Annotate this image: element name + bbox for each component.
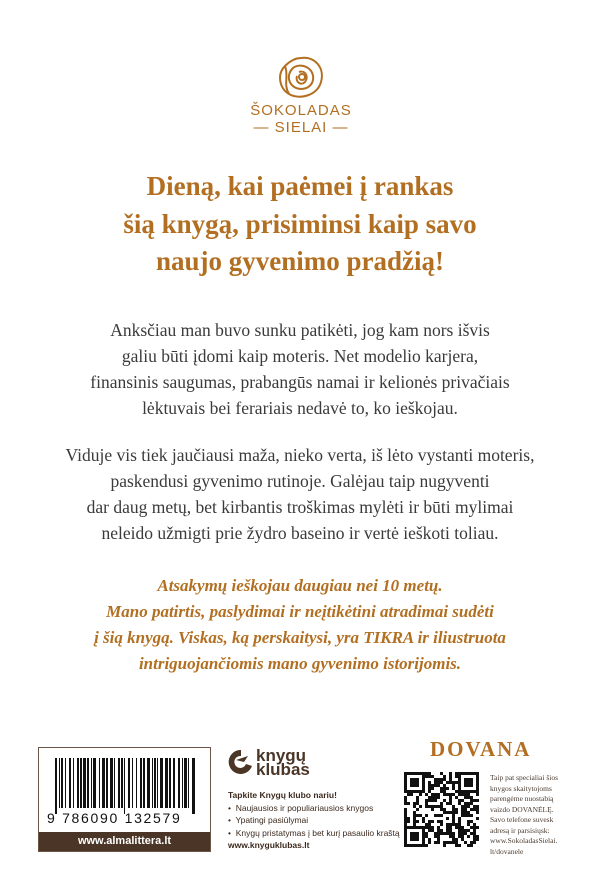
- headline: [0, 168, 600, 281]
- barcode-bar: [124, 758, 125, 814]
- text-line: www.SokoladasSielai.: [490, 836, 558, 845]
- qr-module: [458, 844, 461, 847]
- qr-module: [425, 844, 428, 847]
- qr-module: [470, 814, 473, 817]
- bullet-item: • Naujausios ir populiariausios knygos: [228, 802, 374, 813]
- highlight-text: [0, 573, 600, 677]
- text-line: Taip pat specialiai šios: [490, 773, 558, 782]
- text-line: galiu būti įdomi kaip moteris. Net modelio karjera,: [121, 346, 479, 366]
- qr-module: [470, 844, 473, 847]
- publisher-website: www.almalittera.lt: [39, 832, 210, 851]
- barcode-bar: [114, 758, 115, 808]
- barcode-bar: [87, 758, 89, 808]
- qr-module: [476, 826, 479, 829]
- gift-title: DOVANA: [430, 737, 532, 761]
- book-club-logo: [228, 740, 428, 786]
- barcode-bar: [157, 758, 158, 808]
- brand-name: ŠOKOLADAS: [250, 102, 352, 119]
- text-line: dar daug metų, bet kirbantis troškimas mylėti ir būti mylimai: [86, 497, 514, 517]
- qr-module: [428, 841, 431, 844]
- book-club-heading: Tapkite Knygų klubo nariu!: [228, 790, 337, 800]
- text-line: intriguojančiomis mano gyvenimo istorijomis.: [138, 654, 462, 673]
- gift-description: [490, 773, 570, 857]
- book-club-emblem-icon: [228, 748, 254, 778]
- barcode-bar: [188, 758, 189, 808]
- qr-module: [455, 811, 458, 814]
- barcode-bar: [173, 758, 175, 808]
- barcode-bar: [59, 758, 60, 808]
- qr-module: [476, 793, 479, 796]
- barcode-bar: [178, 758, 180, 808]
- qr-module: [467, 835, 470, 838]
- qr-module: [443, 844, 446, 847]
- barcode-box: [38, 747, 211, 852]
- qr-module: [440, 814, 443, 817]
- text-line: Viduje vis tiek jaučiausi maža, nieko verta, iš lėto vystanti moteris,: [65, 445, 535, 465]
- qr-module: [416, 784, 419, 787]
- text-line: parengėme nuostabią: [490, 794, 554, 803]
- qr-module: [416, 838, 419, 841]
- barcode-bar: [110, 758, 113, 808]
- qr-module: [476, 799, 479, 802]
- bullet-text: Naujausios ir populiariausios knygos: [235, 802, 374, 813]
- qr-module: [470, 784, 473, 787]
- qr-module: [446, 787, 449, 790]
- text-line: finansinis saugumas, prabangūs namai ir kelionės privačiais: [90, 372, 510, 392]
- barcode-bar: [61, 758, 63, 808]
- bullet-item: • Knygų pristatymas į bet kurį pasaulio kraštą: [228, 827, 400, 838]
- qr-module: [434, 799, 437, 802]
- qr-module: [431, 787, 434, 790]
- qr-module: [476, 817, 479, 820]
- headline-line: naujo gyvenimo pradžią!: [155, 246, 444, 276]
- text-line: Anksčiau man buvo sunku patikėti, jog kam nors išvis: [110, 320, 490, 340]
- qr-module: [476, 838, 479, 841]
- text-line: Atsakymų ieškojau daugiau nei 10 metų.: [157, 576, 443, 595]
- barcode-bar: [132, 758, 133, 808]
- barcode-bar: [140, 758, 142, 808]
- barcode: [55, 758, 197, 814]
- barcode-bar: [165, 758, 168, 808]
- qr-module: [407, 820, 410, 823]
- barcode-bar: [128, 758, 130, 808]
- qr-module: [473, 841, 476, 844]
- barcode-bar: [55, 758, 57, 814]
- text-line: lt/dovanele: [490, 846, 524, 856]
- barcode-bar: [77, 758, 79, 808]
- barcode-bar: [143, 758, 145, 808]
- rose-icon: [275, 54, 327, 102]
- brand-subtitle: — SIELAI —: [253, 119, 349, 136]
- text-line: knygos skaitytojoms: [490, 783, 552, 793]
- book-club-section: [228, 740, 428, 852]
- qr-module: [419, 805, 422, 808]
- barcode-bar: [73, 758, 74, 808]
- bullet-item: • Ypatingi pasiūlymai: [228, 815, 309, 825]
- qr-module: [419, 793, 422, 796]
- barcode-bar: [69, 758, 71, 808]
- qr-module: [416, 820, 419, 823]
- text-line: vaizdo DOVANĖLĘ.: [490, 804, 554, 814]
- barcode-bar: [93, 758, 96, 808]
- bullet-text: Knygų pristatymas į bet kurį pasaulio kraštą: [235, 827, 400, 838]
- qr-module: [425, 814, 428, 817]
- qr-module: [410, 793, 413, 796]
- text-line: paskendusi gyvenimo rutinoje. Galėjau taip nugyventi: [110, 471, 490, 491]
- barcode-bar: [152, 758, 153, 808]
- qr-module: [446, 817, 449, 820]
- paragraph-1: [0, 317, 600, 421]
- text-line: Savo telefone suvesk: [490, 815, 554, 824]
- barcode-bar: [102, 758, 105, 808]
- qr-module: [431, 820, 434, 823]
- barcode-bar: [184, 758, 187, 808]
- barcode-bar: [160, 758, 163, 808]
- qr-module: [431, 808, 434, 811]
- barcode-bar: [106, 758, 108, 808]
- barcode-bar: [118, 758, 120, 808]
- barcode-bar: [192, 758, 195, 814]
- qr-module: [440, 823, 443, 826]
- headline-line: šią knygą, prisiminsi kaip savo: [123, 208, 477, 239]
- text-line: neleido užmigti prie žydro baseino ir vertė ieškoti toliau.: [101, 523, 499, 543]
- qr-module: [416, 808, 419, 811]
- qr-module: [437, 796, 440, 799]
- barcode-bar: [99, 758, 100, 808]
- book-club-url[interactable]: www.knyguklubas.lt: [228, 840, 310, 850]
- isbn-number: 9 786090 132579: [47, 810, 182, 826]
- headline-line: Dieną, kai paėmei į rankas: [146, 171, 454, 201]
- qr-code[interactable]: [404, 772, 479, 847]
- barcode-bar: [65, 758, 66, 808]
- text-line: Mano patirtis, paslydimai ir neįtikėtini atradimai sudėti: [106, 602, 494, 621]
- barcode-bar: [182, 758, 183, 808]
- barcode-bar: [83, 758, 86, 808]
- text-line: lėktuvais bei ferariais nedavė to, ko ieškojau.: [142, 398, 458, 418]
- qr-module: [476, 811, 479, 814]
- barcode-bar: [91, 758, 92, 808]
- text-line: į šią knygą. Viskas, ką perskaitysi, yra TIKRA ir iliustruota: [94, 628, 506, 647]
- paragraph-2: [0, 442, 600, 546]
- barcode-bar: [121, 758, 123, 808]
- barcode-bar: [80, 758, 82, 808]
- barcode-bar: [136, 758, 137, 808]
- text-line: adresą ir parsisiųsk:: [490, 825, 550, 835]
- barcode-bar: [147, 758, 150, 808]
- bullet-text: Ypatingi pasiūlymai: [235, 815, 309, 825]
- barcode-bar: [154, 758, 156, 808]
- brand-logo: [250, 54, 352, 136]
- barcode-bar: [169, 758, 171, 808]
- logo-text: knygų: [256, 746, 307, 765]
- qr-module: [407, 802, 410, 805]
- qr-module: [437, 841, 440, 844]
- logo-text: klubas: [256, 760, 310, 779]
